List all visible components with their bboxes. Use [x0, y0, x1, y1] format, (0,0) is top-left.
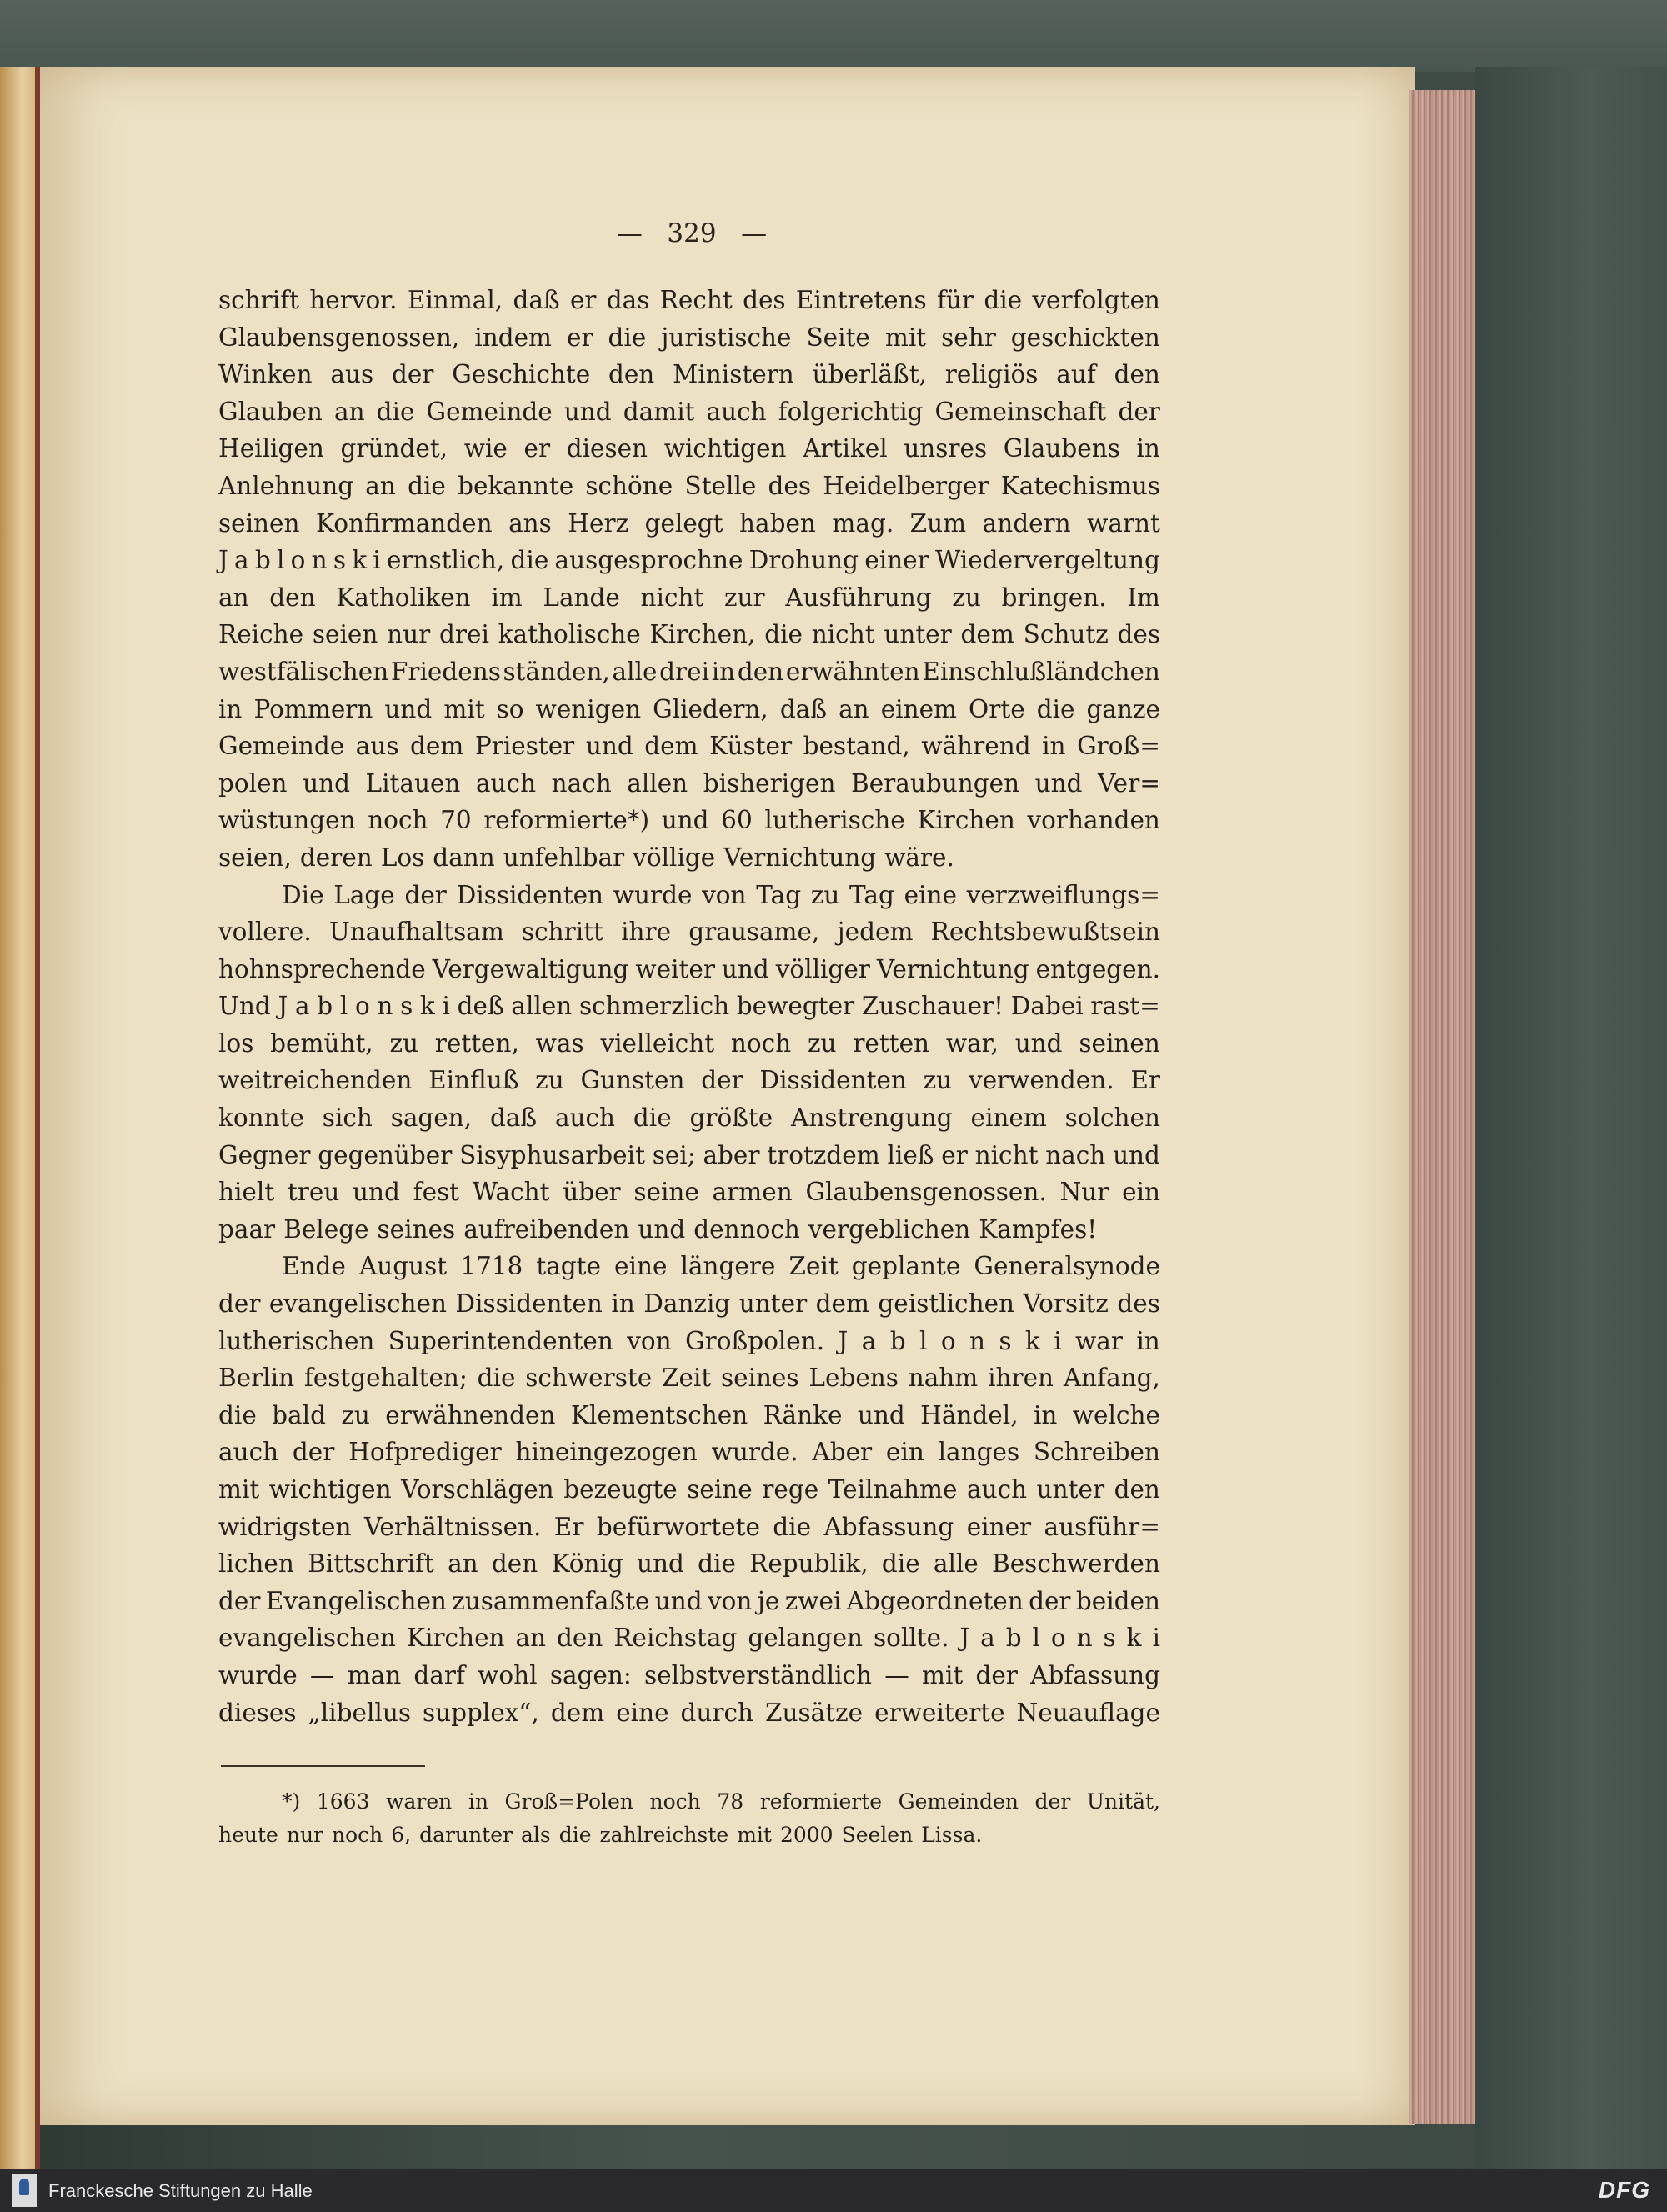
previous-page-edge — [0, 67, 40, 2175]
text-line: der Evangelischen zusammenfaßte und von je zwei Abgeordneten der beiden — [218, 1586, 1160, 1615]
text-line: Ende August 1718 tagte eine längere Zeit geplante Generalsynode — [282, 1252, 1160, 1281]
viewer-footer-bar — [0, 2169, 1667, 2212]
text-line: die bald zu erwähnenden Klementschen Ränke und Händel, in welche — [218, 1400, 1160, 1429]
text-line: an den Katholiken im Lande nicht zur Ausführung zu bringen. Im — [218, 583, 1160, 612]
text-line: hielt treu und fest Wacht über seine armen Glaubensgenossen. Nur ein — [218, 1178, 1160, 1207]
text-line: konnte sich sagen, daß auch die größte Anstrengung einem solchen — [218, 1103, 1160, 1133]
text-line: polen und Litauen auch nach allen bisherigen Beraubungen und Ver= — [218, 768, 1160, 798]
text-line: Berlin festgehalten; die schwerste Zeit seines Lebens nahm ihren Anfang, — [218, 1364, 1160, 1393]
text-line: auch der Hofprediger hineingezogen wurde. Aber ein langes Schreiben — [218, 1438, 1160, 1467]
text-line: Glauben an die Gemeinde und damit auch folgerichtig Gemeinschaft der — [218, 397, 1160, 426]
text-line: Heiligen gründet, wie er diesen wichtigen Artikel unsres Glaubens in — [218, 434, 1160, 463]
institution-logo-icon — [12, 2174, 37, 2207]
text-line: schrift hervor. Einmal, daß er das Recht des Eintretens für die verfolgten — [218, 286, 1160, 314]
text-line: J a b l o n s k i ernstlich, die ausgesprochne Drohung einer Wiedervergeltung — [218, 546, 1160, 575]
text-line: paar Belege seines aufreibenden und dennoch vergeblichen Kampfes! — [218, 1214, 1098, 1244]
text-line: vollere. Unaufhaltsam schritt ihre grausame, jedem Rechtsbewußtsein — [218, 918, 1160, 947]
text-line: der evangelischen Dissidenten in Danzig unter dem geistlichen Vorsitz des — [218, 1289, 1160, 1319]
text-line: Winken aus der Geschichte den Ministern überläßt, religiös auf den — [218, 360, 1160, 389]
text-line: evangelischen Kirchen an den Reichstag gelangen sollte. J a b l o n s k i — [218, 1624, 1160, 1653]
text-line: Gemeinde aus dem Priester und dem Küster bestand, während in Groß= — [218, 732, 1160, 761]
text-line: seinen Konfirmanden ans Herz gelegt haben mag. Zum andern warnt — [218, 508, 1160, 538]
body-text — [218, 282, 1160, 1731]
institution-name: Franckesche Stiftungen zu Halle — [48, 2180, 313, 2201]
footnote — [218, 1785, 1160, 1852]
text-line: Glaubensgenossen, indem er die juristische Seite mit sehr geschickten — [218, 323, 1160, 352]
footnote-rule — [221, 1765, 425, 1767]
page-block-edges — [1409, 90, 1475, 2124]
book-cover-top — [0, 0, 1667, 72]
book-cover-right — [1475, 67, 1667, 2175]
text-line: lichen Bittschrift an den König und die Republik, die alle Beschwerden — [218, 1549, 1160, 1579]
text-line: los bemüht, zu retten, was vielleicht noch zu retten war, und seinen — [218, 1028, 1160, 1058]
text-line: lutherischen Superintendenten von Großpolen. J a b l o n s k i war in — [218, 1326, 1160, 1355]
text-line: weitreichenden Einfluß zu Gunsten der Dissidenten zu verwenden. Er — [218, 1066, 1160, 1095]
dfg-logo: DFG — [1598, 2177, 1650, 2203]
text-line: seien, deren Los dann unfehlbar völlige Vernichtung wäre. — [218, 843, 954, 872]
footnote-line: heute nur noch 6, darunter als die zahlreichste mit 2000 Seelen Lissa. — [218, 1823, 983, 1847]
text-line: Reiche seien nur drei katholische Kirchen, die nicht unter dem Schutz des — [218, 620, 1160, 649]
text-line: Die Lage der Dissidenten wurde von Tag zu Tag eine verzweiflungs= — [282, 880, 1160, 909]
text-line: Und J a b l o n s k i deß allen schmerzlich bewegter Zuschauer! Dabei rast= — [218, 992, 1160, 1021]
page-number: — 329 — — [616, 218, 768, 248]
text-line: wurde — man darf wohl sagen: selbstverständlich — mit der Abfassung — [218, 1660, 1160, 1689]
text-line: dieses „libellus supplex“, dem eine durch Zusätze erweiterte Neuauflage — [218, 1698, 1160, 1727]
footnote-line: *) 1663 waren in Groß=Polen noch 78 reformierte Gemeinden der Unität, — [282, 1789, 1160, 1814]
text-line: Gegner gegenüber Sisyphusarbeit sei; aber trotzdem ließ er nicht nach und — [218, 1140, 1160, 1169]
text-line: Anlehnung an die bekannte schöne Stelle des Heidelberger Katechismus — [218, 471, 1160, 500]
text-line: widrigsten Verhältnissen. Er befürwortete die Abfassung einer ausführ= — [218, 1512, 1160, 1541]
text-line: hohnsprechende Vergewaltigung weiter und völliger Vernichtung entgegen. — [218, 954, 1160, 983]
text-line: in Pommern und mit so wenigen Gliedern, daß an einem Orte die ganze — [218, 694, 1160, 723]
text-line: mit wichtigen Vorschlägen bezeugte seine rege Teilnahme auch unter den — [218, 1475, 1160, 1504]
text-line: westfälischen Friedens ständen, alle drei in den erwähnten Einschlußländchen — [218, 657, 1160, 686]
text-line: wüstungen noch 70 reformierte*) und 60 lutherische Kirchen vorhanden — [218, 806, 1160, 835]
